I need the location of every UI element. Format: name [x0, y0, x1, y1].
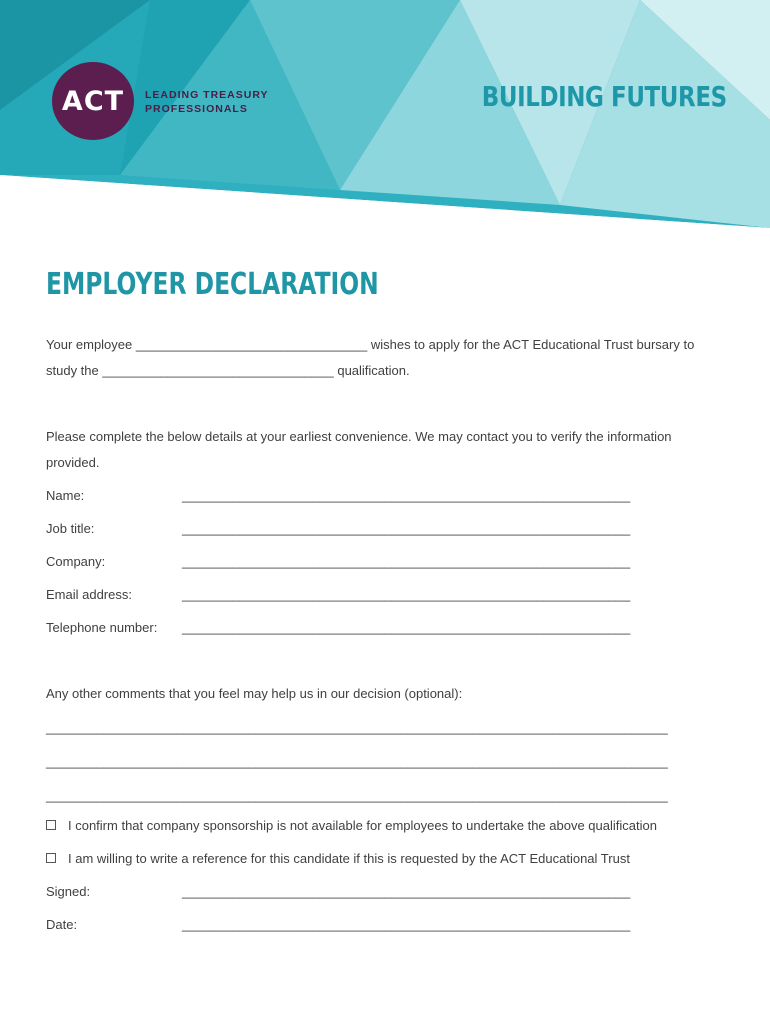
act-logo	[52, 62, 134, 140]
sponsorship-checkbox[interactable]	[46, 820, 56, 830]
logo-text: ACT	[61, 85, 125, 117]
email-label: Email address:	[46, 587, 132, 602]
name-field[interactable]: ______________________________________________________________	[182, 488, 631, 503]
comments-label: Any other comments that you feel may help us in our decision (optional):	[46, 686, 463, 701]
tagline-line-1: LEADING TREASURY	[145, 89, 269, 101]
reference-checkbox[interactable]	[46, 853, 56, 863]
instructions-line-1: Please complete the below details at your earliest convenience. We may contact you to verify the information	[46, 429, 672, 444]
slogan: BUILDING FUTURES	[482, 80, 727, 113]
header-banner	[0, 0, 770, 240]
sponsorship-confirmation	[46, 818, 657, 833]
comment-line-3[interactable]: ______________________________________________________________________________________	[46, 788, 668, 803]
tagline-line-2: PROFESSIONALS	[145, 103, 248, 115]
intro-line-2: study the ________________________________ qualification.	[46, 363, 410, 378]
page-title: EMPLOYER DECLARATION	[46, 267, 379, 302]
telephone-field[interactable]: ______________________________________________________________	[182, 620, 631, 635]
date-field[interactable]: ______________________________________________________________	[182, 917, 631, 932]
company-label: Company:	[46, 554, 106, 569]
reference-confirmation	[46, 851, 630, 866]
sponsorship-label: I confirm that company sponsorship is not available for employees to undertake the above qualification	[68, 818, 657, 833]
job-title-field[interactable]: ______________________________________________________________	[182, 521, 631, 536]
logo-tagline	[145, 88, 295, 116]
reference-label: I am willing to write a reference for this candidate if this is requested by the ACT Educational Trust	[68, 851, 630, 866]
signed-field[interactable]: ______________________________________________________________	[182, 884, 631, 899]
job-title-label: Job title:	[46, 521, 95, 536]
company-field[interactable]: ______________________________________________________________	[182, 554, 631, 569]
name-label: Name:	[46, 488, 85, 503]
date-label: Date:	[46, 917, 78, 932]
signed-label: Signed:	[46, 884, 91, 899]
comment-line-2[interactable]: ______________________________________________________________________________________	[46, 754, 668, 769]
instructions-line-2: provided.	[46, 455, 100, 470]
intro-line-1: Your employee ________________________________ wishes to apply for the ACT Educational Trust bursary to	[46, 337, 695, 352]
comment-line-1[interactable]: ______________________________________________________________________________________	[46, 720, 668, 735]
telephone-label: Telephone number:	[46, 620, 158, 635]
email-field[interactable]: ______________________________________________________________	[182, 587, 631, 602]
